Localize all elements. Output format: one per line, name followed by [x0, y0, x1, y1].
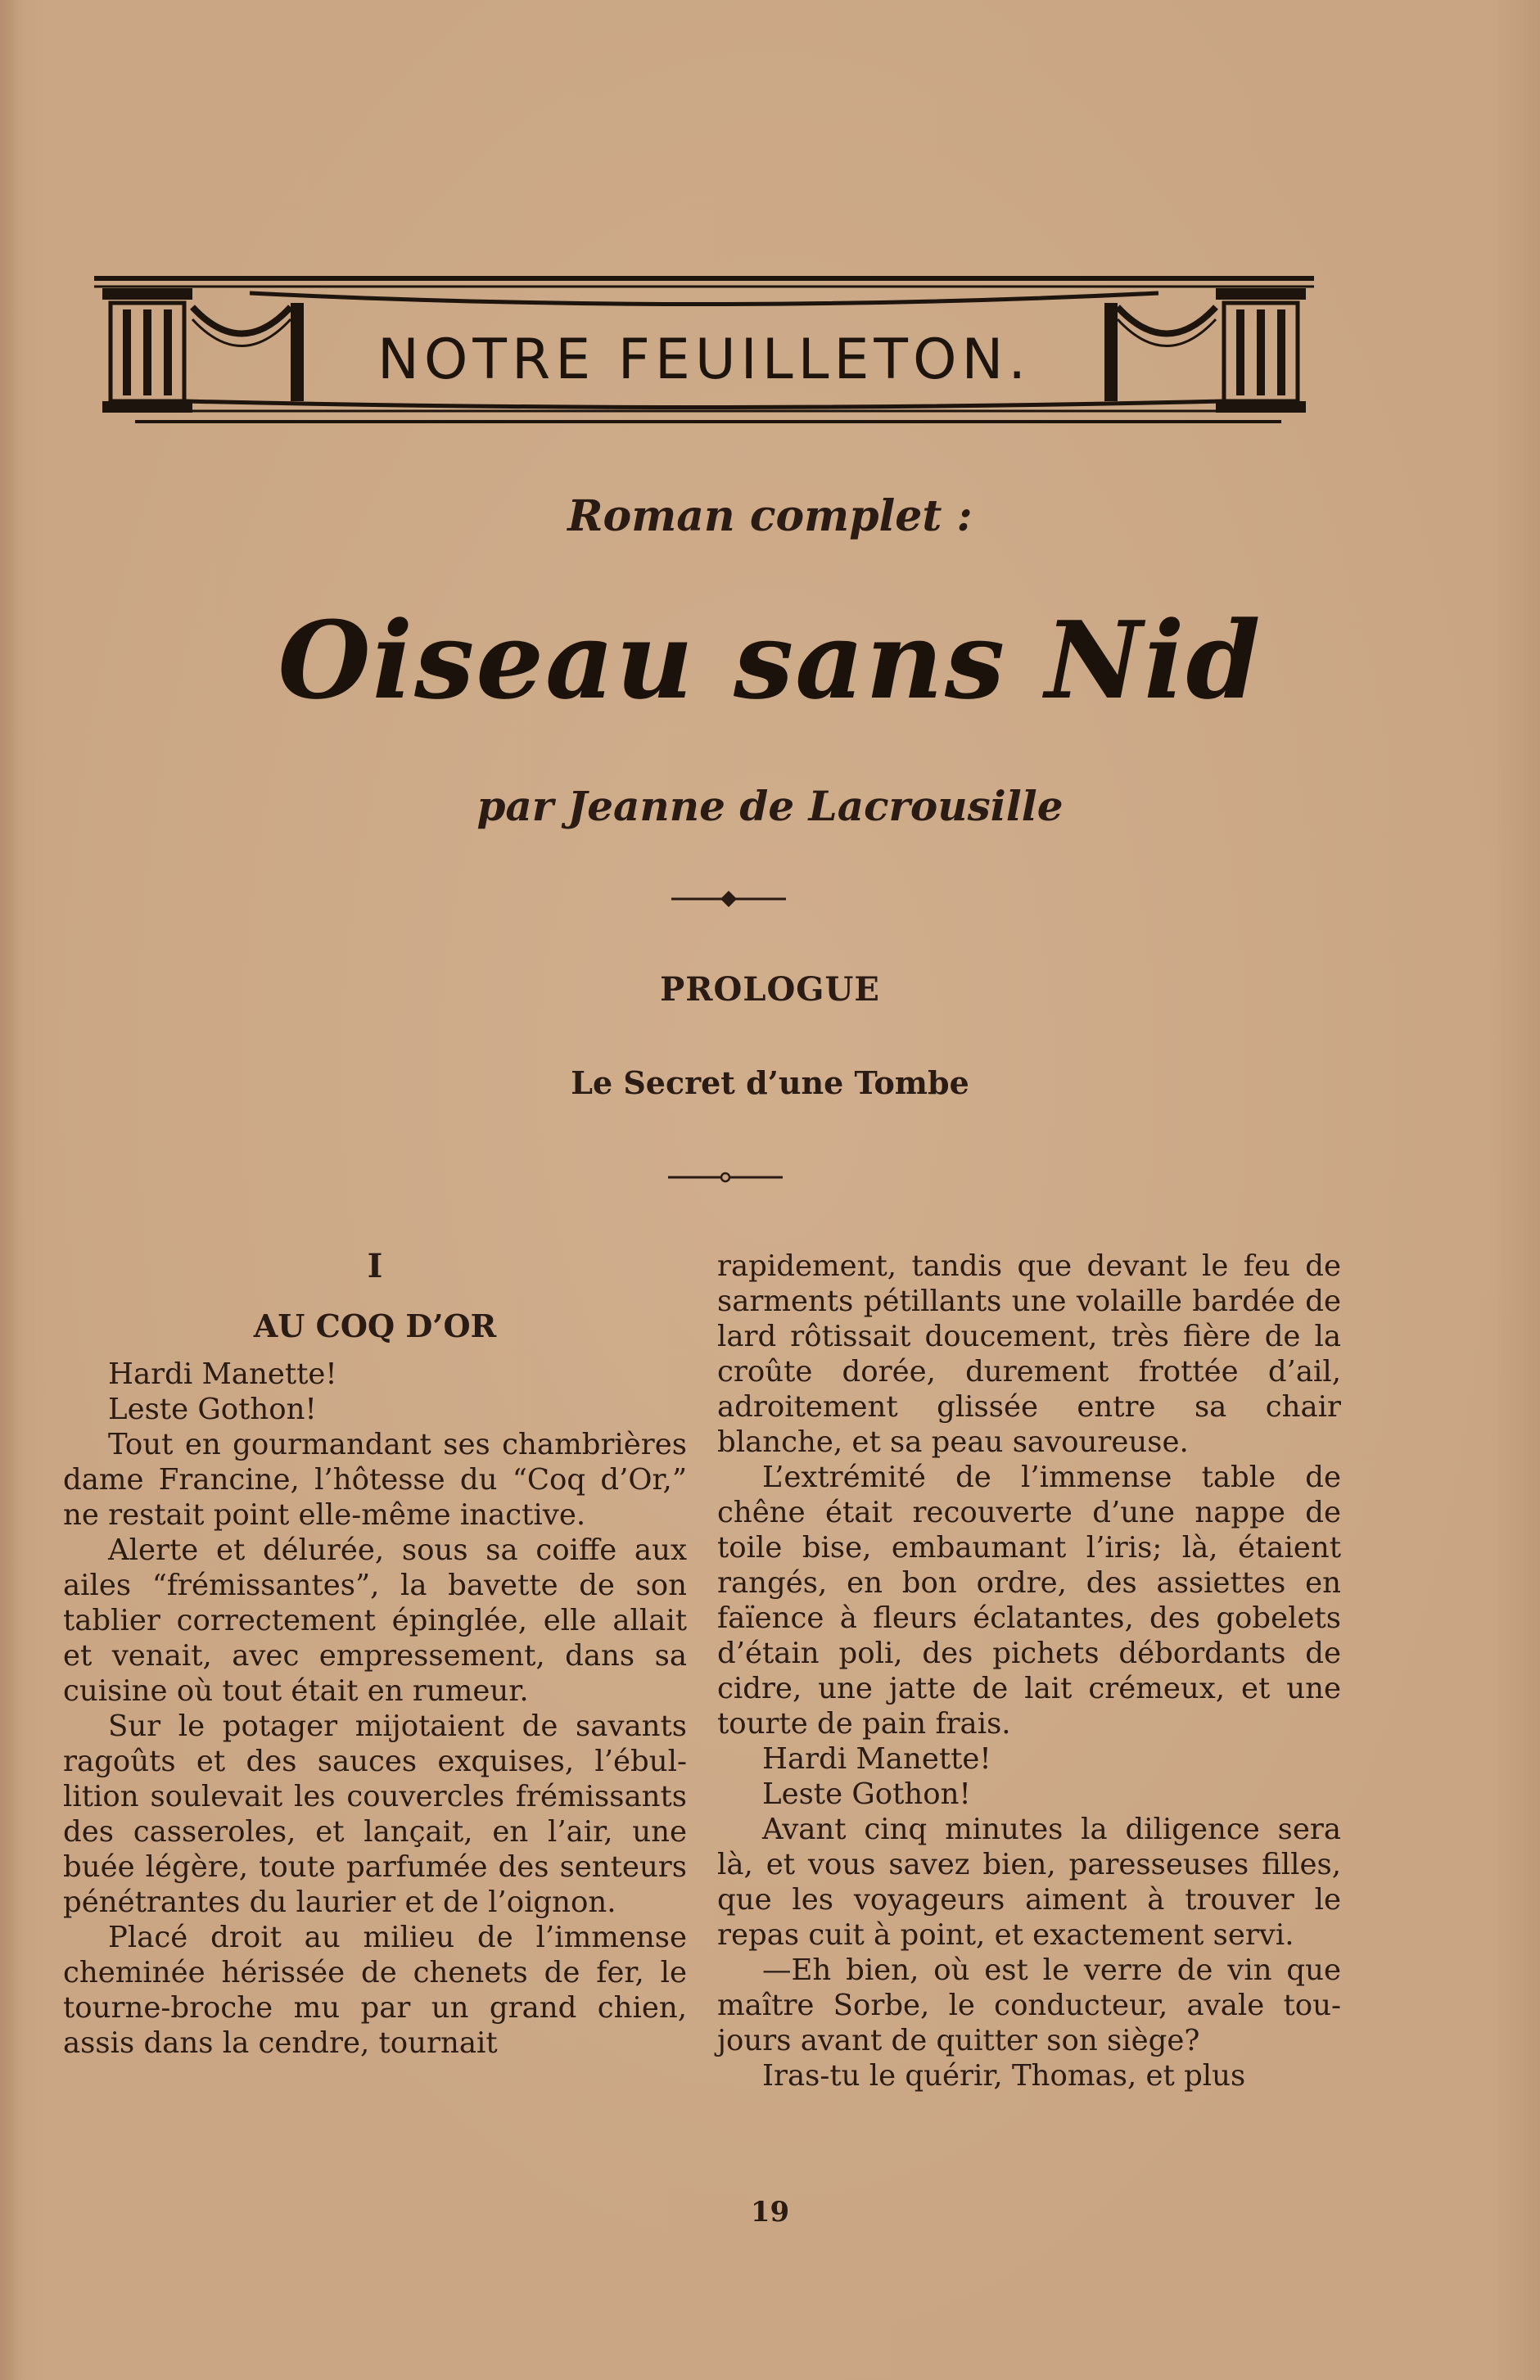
circle-ornament-icon — [668, 1169, 783, 1185]
paragraph: Tout en gourmandant ses chambrières dame Francine, l’hôtesse du “Coq d’Or,” ne restait point elle-même inactive. — [63, 1428, 687, 1532]
author-line: par Jeanne de Lacrousille — [476, 782, 1064, 830]
feuilleton-banner — [86, 270, 1322, 434]
paragraph: Avant cinq minutes la diligence sera là, et vous savez bien, paresseuses filles, que les voyageurs aiment à trouver le repas cuit à point, et exactement servi. — [717, 1813, 1341, 1952]
right-column — [717, 1249, 1341, 2093]
story-title: Oiseau sans Nid — [278, 598, 1262, 723]
paragraph: Sur le potager mijotaient de savants ragoûts et des sauces exquises, l’ébullition soulevait les couvercles frémissants des casseroles, et lançait, en l’air, une buée légère, toute parfumée des senteurs pénétrantes du laurier et de l’oignon. — [63, 1709, 687, 1919]
paragraph: Alerte et délurée, sous sa coiffe aux ailes “frémissantes”, la bavette de son tablier correctement épinglée, elle allait et venait, avec empressement, dans sa cuisine où tout était en rumeur. — [63, 1533, 687, 1708]
left-column — [63, 1249, 687, 2061]
chapter-number: I — [367, 1247, 383, 1285]
paragraph: rapidement, tandis que devant le feu de sarments pétillants une volaille bardée de lard rôtissait doucement, très fière de la croûte dorée, durement frottée d’ail, adroitement glissée entre sa chair blanche, et sa peau savoureuse. — [717, 1249, 1341, 1459]
chapter-title: AU COQ D’OR — [253, 1307, 497, 1344]
paragraph: Leste Gothon! — [762, 1777, 971, 1811]
prologue-subtitle: Le Secret d’une Tombe — [571, 1064, 969, 1101]
roman-label: Roman complet : — [567, 491, 973, 541]
paragraph: Hardi Manette! — [762, 1742, 991, 1776]
paragraph: Placé droit au milieu de l’immense cheminée hérissée de chenets de fer, le tourne-broche mu par un grand chien, assis dans la cendre, tournait — [63, 1921, 687, 2060]
paragraph: Leste Gothon! — [108, 1393, 317, 1426]
paragraph: L’extrémité de l’immense table de chêne était recouverte d’une nappe de toile bise, embaumant l’iris; là, étaient rangés, en bon ordre, des assiettes en faïence à fleurs éclatantes, des gobelets d’étain poli, des pichets débordants de cidre, une jatte de lait crémeux, et une tourte de pain frais. — [717, 1461, 1341, 1741]
prologue-heading: PROLOGUE — [660, 970, 880, 1009]
page-number: 19 — [750, 2196, 790, 2229]
banner-title: NOTRE FEUILLETON. — [377, 327, 1031, 392]
paragraph: Hardi Manette! — [108, 1357, 337, 1391]
paragraph: Iras-tu le quérir, Thomas, et plus — [762, 2059, 1246, 2093]
paragraph: —Eh bien, où est le verre de vin que maître Sorbe, le conducteur, avale toujours avant de quitter son siège? — [717, 1953, 1341, 2057]
diamond-ornament-icon — [671, 889, 786, 909]
